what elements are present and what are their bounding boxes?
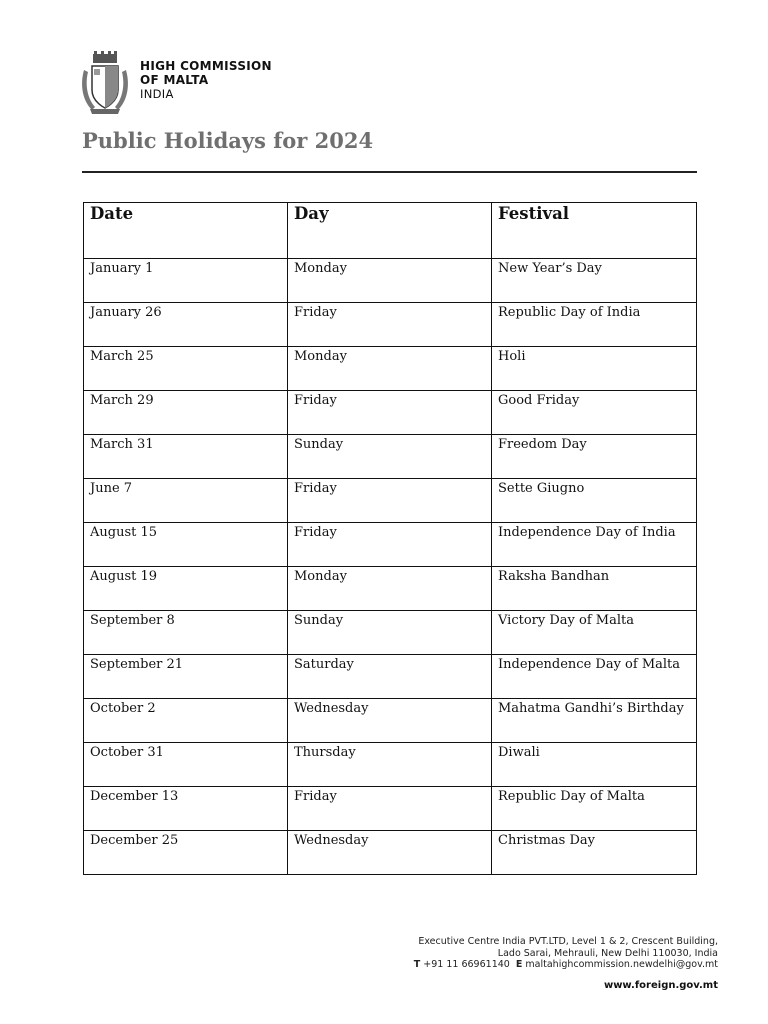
website-link[interactable]: www.foreign.gov.mt xyxy=(603,980,718,991)
phone-number: +91 11 66961140 xyxy=(423,959,510,970)
table-row xyxy=(84,435,697,479)
cell-date: September 8 xyxy=(84,611,288,655)
cell-date: December 13 xyxy=(84,787,288,831)
table-row xyxy=(84,699,697,743)
org-name-line2: OF MALTA xyxy=(140,73,209,87)
cell-day: Wednesday xyxy=(288,699,492,743)
column-header-date: Date xyxy=(84,203,288,259)
cell-date: March 29 xyxy=(84,391,288,435)
table-row xyxy=(84,655,697,699)
cell-day: Thursday xyxy=(288,743,492,787)
cell-festival: Good Friday xyxy=(492,391,697,435)
cell-festival: Raksha Bandhan xyxy=(492,567,697,611)
cell-day: Friday xyxy=(288,787,492,831)
email-address[interactable]: maltahighcommission.newdelhi@gov.mt xyxy=(525,959,718,970)
table-row xyxy=(84,743,697,787)
footer-address-line2: Lado Sarai, Mehrauli, New Delhi 110030, India xyxy=(497,947,718,959)
cell-day: Saturday xyxy=(288,655,492,699)
holidays-table xyxy=(83,202,697,875)
cell-date: January 26 xyxy=(84,303,288,347)
cell-festival: Independence Day of India xyxy=(492,523,697,567)
footer-address-block xyxy=(414,936,718,971)
table-row xyxy=(84,259,697,303)
cell-date: March 25 xyxy=(84,347,288,391)
coat-of-arms-icon xyxy=(78,50,132,116)
email-label: E xyxy=(515,959,523,970)
cell-day: Monday xyxy=(288,259,492,303)
cell-day: Sunday xyxy=(288,611,492,655)
cell-date: August 19 xyxy=(84,567,288,611)
page-title: Public Holidays for 2024 xyxy=(82,128,374,153)
cell-festival: Holi xyxy=(492,347,697,391)
cell-day: Friday xyxy=(288,479,492,523)
cell-festival: Republic Day of India xyxy=(492,303,697,347)
table-row xyxy=(84,479,697,523)
cell-date: October 2 xyxy=(84,699,288,743)
table-row xyxy=(84,303,697,347)
cell-day: Friday xyxy=(288,391,492,435)
cell-festival: Diwali xyxy=(492,743,697,787)
cell-festival: Christmas Day xyxy=(492,831,697,875)
cell-festival: New Year’s Day xyxy=(492,259,697,303)
table-row xyxy=(84,567,697,611)
cell-day: Monday xyxy=(288,347,492,391)
cell-date: June 7 xyxy=(84,479,288,523)
cell-date: October 31 xyxy=(84,743,288,787)
cell-festival: Freedom Day xyxy=(492,435,697,479)
cell-day: Monday xyxy=(288,567,492,611)
column-header-day: Day xyxy=(288,203,492,259)
phone-label: T xyxy=(413,959,421,970)
cell-date: January 1 xyxy=(84,259,288,303)
footer-contact-line xyxy=(414,959,718,971)
org-country: INDIA xyxy=(140,87,174,101)
letterhead xyxy=(78,50,272,116)
table-row xyxy=(84,787,697,831)
cell-festival: Victory Day of Malta xyxy=(492,611,697,655)
table-row xyxy=(84,347,697,391)
cell-date: September 21 xyxy=(84,655,288,699)
cell-day: Friday xyxy=(288,303,492,347)
cell-day: Wednesday xyxy=(288,831,492,875)
title-divider xyxy=(82,171,697,173)
cell-festival: Mahatma Gandhi’s Birthday xyxy=(492,699,697,743)
cell-date: December 25 xyxy=(84,831,288,875)
cell-date: March 31 xyxy=(84,435,288,479)
table-row xyxy=(84,391,697,435)
table-header-row xyxy=(84,203,697,259)
cell-day: Friday xyxy=(288,523,492,567)
cell-festival: Republic Day of Malta xyxy=(492,787,697,831)
cell-festival: Independence Day of Malta xyxy=(492,655,697,699)
footer-address-line1: Executive Centre India PVT.LTD, Level 1 & 2, Crescent Building, xyxy=(418,936,718,947)
cell-festival: Sette Giugno xyxy=(492,479,697,523)
table-row xyxy=(84,611,697,655)
org-name-line1: HIGH COMMISSION xyxy=(140,59,272,73)
table-row xyxy=(84,523,697,567)
cell-date: August 15 xyxy=(84,523,288,567)
table-row xyxy=(84,831,697,875)
cell-day: Sunday xyxy=(288,435,492,479)
column-header-festival: Festival xyxy=(492,203,697,259)
